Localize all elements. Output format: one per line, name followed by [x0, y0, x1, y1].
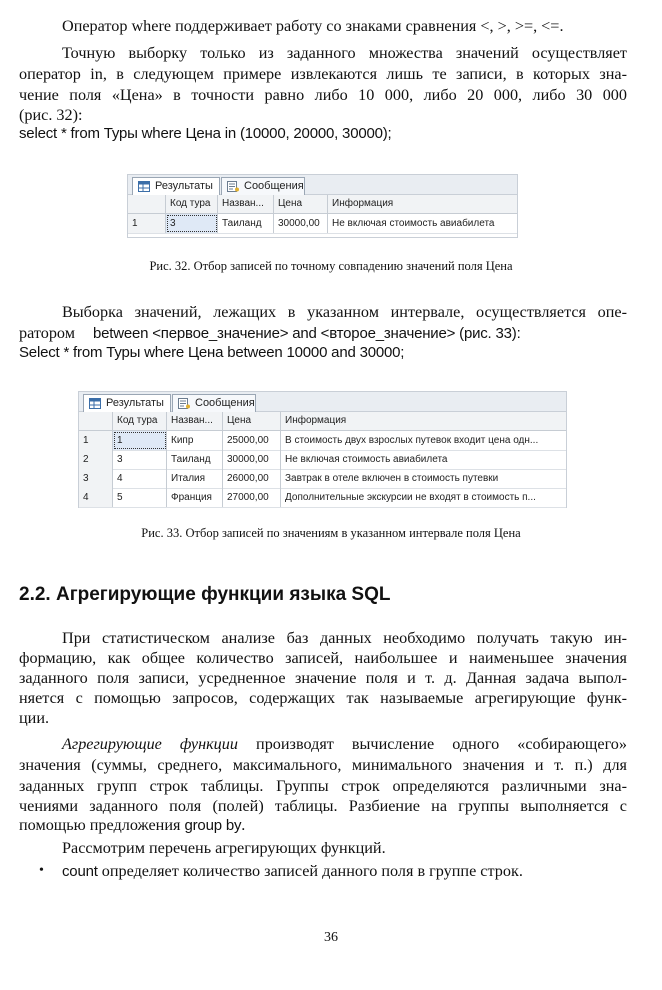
grid-body	[127, 195, 518, 238]
paragraph-line: значения (суммы, среднего, максимального, минимального значения и т. п.) для	[19, 756, 627, 774]
paragraph-line: чение поля «Цена» в точности равно либо 10 000, либо 20 000, либо 30 000	[19, 86, 627, 104]
grid-cell[interactable]: 5	[113, 488, 167, 507]
grid-header-cell[interactable]: Назван...	[218, 195, 274, 213]
tab-results-label: Результаты	[106, 397, 164, 409]
table-row[interactable]	[79, 488, 566, 508]
grid-header-cell[interactable]	[128, 195, 166, 213]
figure-caption: Рис. 33. Отбор записей по значениям в указанном интервале поля Цена	[141, 526, 521, 540]
grid-cell[interactable]: 3	[166, 214, 218, 233]
grid-cell[interactable]: Дополнительные экскурсии не входят в стоимость п...	[285, 492, 536, 503]
paragraph-line: Оператор where поддерживает работу со знаками сравнения <, >, >=, <=.	[62, 17, 564, 35]
grid-cell[interactable]: Таиланд	[218, 214, 274, 233]
grid-cell[interactable]: В стоимость двух взрослых путевок входит цена одн...	[285, 435, 539, 446]
paragraph-line: Точную выборку только из заданного множества значений осуществляет	[62, 44, 627, 62]
sql-keyword: count	[62, 863, 98, 880]
tab-messages[interactable]	[172, 394, 256, 413]
results-grid-fig32	[127, 174, 518, 238]
table-row[interactable]	[128, 214, 517, 234]
paragraph-text: определяет количество записей данного поля в группе строк.	[97, 862, 523, 880]
grid-header-cell[interactable]	[79, 412, 113, 430]
paragraph-line	[62, 734, 627, 754]
sql-syntax: between <первое_значение> and <второе_значение> (рис. 33):	[92, 325, 521, 342]
grid-header-cell[interactable]: Информация	[285, 415, 347, 426]
table-row[interactable]	[79, 431, 566, 451]
grid-icon	[138, 181, 150, 192]
paragraph-line: формацию, как общее количество записей, наибольшее и наименьшее значения	[19, 649, 627, 667]
paragraph-line	[19, 323, 627, 344]
results-tabbar	[127, 174, 518, 195]
table-row[interactable]	[79, 450, 566, 470]
paragraph-line: (рис. 32):	[19, 106, 83, 124]
sql-code-line: Select * from Туры where Цена between 10000 and 30000;	[19, 344, 405, 361]
grid-header-row	[79, 412, 566, 431]
bullet-item	[62, 861, 627, 882]
paragraph-text: помощью предложения	[19, 816, 185, 834]
section-heading: 2.2. Агрегирующие функции языка SQL	[19, 584, 391, 605]
grid-header-cell[interactable]: Информация	[332, 198, 394, 209]
row-number-cell[interactable]: 1	[79, 431, 113, 450]
grid-header-cell[interactable]: Цена	[223, 412, 281, 430]
row-number-cell[interactable]: 1	[128, 214, 166, 233]
paragraph-line	[19, 815, 627, 836]
message-icon	[227, 181, 239, 192]
paragraph-line: При статистическом анализе баз данных необходимо получать такую ин-	[62, 629, 627, 647]
paragraph-line: заданных групп строк таблицы. Группы строк определяются различными зна-	[19, 777, 627, 795]
grid-icon	[89, 398, 101, 409]
grid-cell[interactable]: Не включая стоимость авиабилета	[332, 218, 495, 229]
grid-header-cell[interactable]: Код тура	[113, 412, 167, 430]
grid-cell[interactable]: Италия	[167, 469, 223, 488]
sql-code-line: select * from Туры where Цена in (10000, 20000, 30000);	[19, 125, 392, 142]
grid-cell[interactable]: Франция	[167, 488, 223, 507]
grid-cell[interactable]: 30000,00	[223, 450, 281, 469]
tab-results[interactable]	[132, 177, 220, 196]
paragraph-line: чениями заданного поля (полей) таблицы. Разбиение на группы выполняется с	[19, 797, 627, 815]
grid-cell[interactable]: 26000,00	[223, 469, 281, 488]
grid-header-cell[interactable]: Код тура	[166, 195, 218, 213]
paragraph-line: заданного поля записи, усредненное значение поля и т. д. Данная задача выпол-	[19, 669, 627, 687]
grid-body	[78, 412, 567, 508]
grid-header-cell[interactable]: Цена	[274, 195, 328, 213]
grid-cell[interactable]: Завтрак в отеле включен в стоимость путевки	[285, 473, 499, 484]
tab-results-label: Результаты	[155, 180, 213, 192]
italic-term: Агрегирующие функции	[62, 735, 238, 753]
grid-cell[interactable]: 30000,00	[274, 214, 328, 233]
tab-results[interactable]	[83, 394, 171, 413]
tab-messages[interactable]	[221, 177, 305, 196]
grid-cell[interactable]: 27000,00	[223, 488, 281, 507]
figure-caption: Рис. 32. Отбор записей по точному совпадению значений поля Цена	[149, 259, 513, 273]
paragraph-line: оператор in, в следующем примере извлекаются лишь те записи, в которых зна-	[19, 65, 627, 83]
paragraph-line: ции.	[19, 709, 50, 727]
results-tabbar	[78, 391, 567, 412]
row-number-cell[interactable]: 4	[79, 488, 113, 507]
grid-cell[interactable]: Не включая стоимость авиабилета	[285, 454, 448, 465]
grid-cell[interactable]: 3	[113, 450, 167, 469]
paragraph-text: ратором	[19, 324, 75, 342]
grid-cell[interactable]: 1	[113, 431, 167, 450]
paragraph-text: .	[241, 816, 246, 834]
grid-cell[interactable]: Кипр	[167, 431, 223, 450]
paragraph-line: няется с помощью запросов, содержащих так называемые агрегирующие функ-	[19, 689, 627, 707]
grid-header-cell[interactable]: Назван...	[167, 412, 223, 430]
table-row[interactable]	[79, 469, 566, 489]
paragraph-line: Рассмотрим перечень агрегирующих функций.	[62, 839, 386, 857]
grid-cell[interactable]: 25000,00	[223, 431, 281, 450]
bullet-icon: •	[39, 863, 44, 878]
sql-keyword: group by	[184, 817, 242, 834]
results-grid-fig33	[78, 391, 567, 508]
tab-messages-label: Сообщения	[244, 180, 304, 192]
page-number: 36	[324, 930, 338, 945]
paragraph-text: производят вычисление одного «собирающего»	[237, 735, 627, 753]
grid-cell[interactable]: 4	[113, 469, 167, 488]
message-icon	[178, 398, 190, 409]
grid-cell[interactable]: Таиланд	[167, 450, 223, 469]
paragraph-line: Выборка значений, лежащих в указанном интервале, осуществляется опе-	[62, 303, 627, 321]
row-number-cell[interactable]: 2	[79, 450, 113, 469]
row-number-cell[interactable]: 3	[79, 469, 113, 488]
tab-messages-label: Сообщения	[195, 397, 255, 409]
grid-header-row	[128, 195, 517, 214]
